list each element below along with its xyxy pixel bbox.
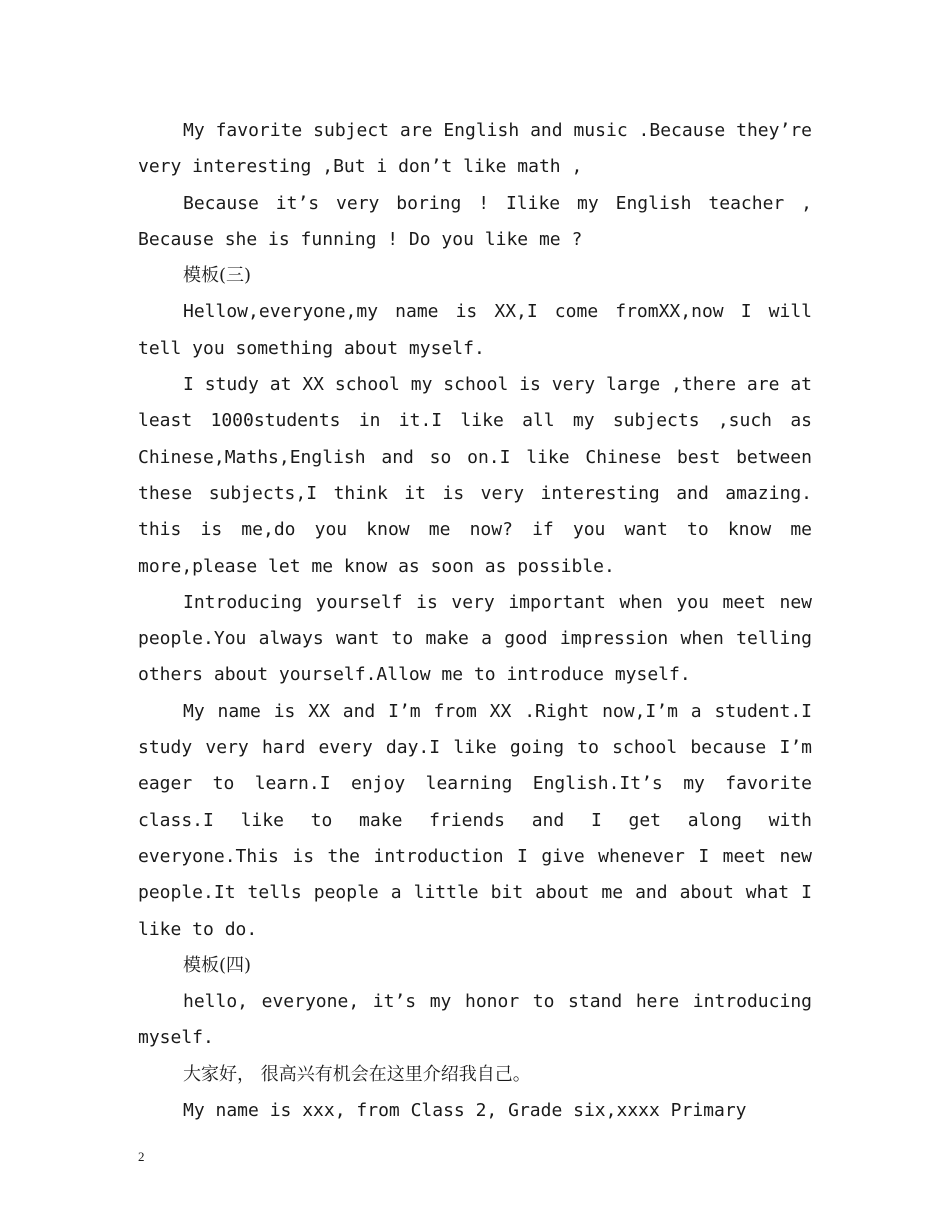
section-heading-template-4: 模板(四) <box>183 954 252 976</box>
paragraph-my-name-is: My name is XX and I’m from XX .Right now,I’m a student.I study very hard every day.I like going to school because I’m eager to learn.I enjoy learning English.It’s my favorite class.I like to make friends and I get along with everyone.This is the introduction I give whenever I meet new people.It tells people a little bit about me and about what I like to do. <box>138 700 812 940</box>
paragraph-english-teacher: Because it’s very boring ! Ilike my English teacher , Because she is funning ! Do you like me ? <box>138 192 812 250</box>
paragraph-class-grade: My name is xxx, from Class 2, Grade six,xxxx Primary <box>183 1100 747 1122</box>
page-number: 2 <box>138 1149 145 1164</box>
paragraph-hellow-everyone: Hellow,everyone,my name is XX,I come fromXX,now I will tell you something about myself. <box>138 301 812 359</box>
paragraph-honor: hello, everyone, it’s my honor to stand here introducing myself. <box>138 991 812 1049</box>
paragraph-favorite-subject: My favorite subject are English and music .Because they’re very interesting ,But i don’t like math , <box>138 120 812 178</box>
document-body <box>138 113 812 1129</box>
paragraph-introducing-yourself: Introducing yourself is very important when you meet new people.You always want to make a good impression when telling others about yourself.Allow me to introduce myself. <box>138 591 812 686</box>
paragraph-chinese-greeting: 大家好， 很高兴有机会在这里介绍我自己。 <box>183 1063 531 1085</box>
section-heading-template-3: 模板(三) <box>183 265 252 287</box>
paragraph-school: I study at XX school my school is very large ,there are at least 1000students in it.I like all my subjects ,such as Chinese,Maths,English and so on.I like Chinese best between these subjects,I think it is very interesting and amazing. this is me,do you know me now? if you want to know me more,please let me know as soon as possible. <box>138 374 812 577</box>
